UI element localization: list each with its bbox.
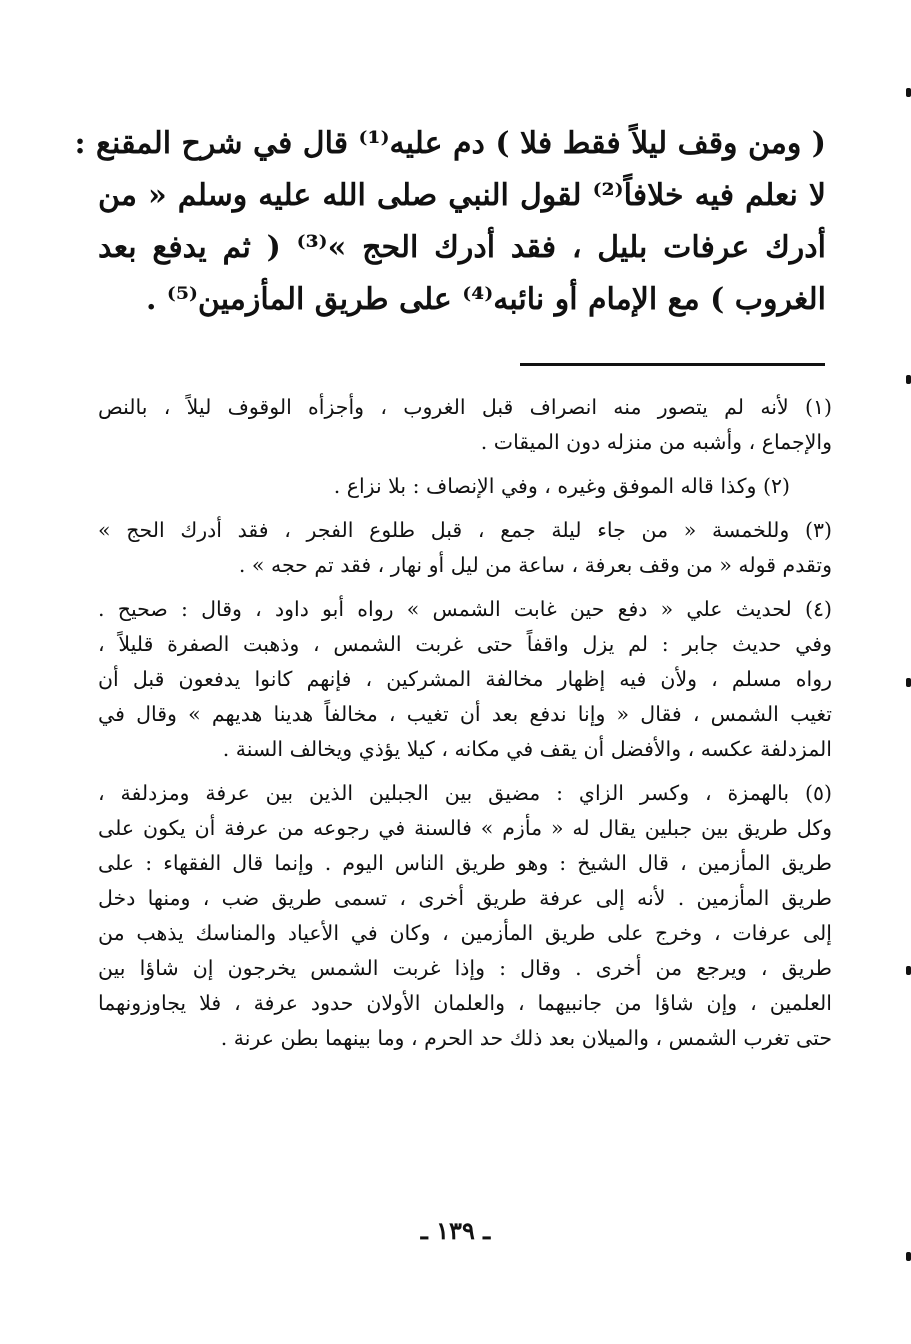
footnote-line: طريق المأزمين ، قال الشيخ : وهو طريق الناس اليوم . وإنما قال الفقهاء : على (98, 851, 832, 875)
edge-mark (906, 1252, 911, 1261)
footnote-line: والإجماع ، وأشبه من منزله دون الميقات . (480, 430, 832, 454)
footnote-line: طريق المأزمين . لأنه إلى عرفة طريق أخرى ، تسمى طريق ضب ، ومنها دخل (98, 886, 832, 910)
footnote-line: وفي حديث جابر : لم يزل واقفاً حتى غربت الشمس ، وذهبت الصفرة قليلاً ، (98, 632, 832, 656)
footnote-line: رواه مسلم ، ولأن فيه إظهار مخالفة المشركين ، فإنهم كانوا يدفعون قبل أن (98, 667, 832, 691)
footnote-line: تغيب الشمس ، فقال « وإنا ندفع بعد أن تغيب ، مخالفاً هدينا هديهم » وقال في (98, 702, 832, 726)
footnote-line: وكل طريق بين جبلين يقال له « مأزم » فالسنة في رجوعه من عرفة أن يكون على (98, 816, 832, 840)
main-text-block (74, 118, 826, 326)
edge-mark (906, 88, 911, 97)
footnote-line: حتى تغرب الشمس ، والميلان بعد ذلك حد الحرم ، وما بينهما بطن عرنة . (220, 1026, 832, 1050)
page-number: ـ ١٣٩ ـ (420, 1216, 491, 1245)
footnote-line: (٢) وكذا قاله الموفق وغيره ، وفي الإنصاف : بلا نزاع . (333, 474, 790, 498)
edge-mark (906, 375, 911, 384)
footnote-line: وتقدم قوله « من وقف بعرفة ، ساعة من ليل أو نهار ، فقد تم حجه » . (238, 553, 832, 577)
footnote-line: العلمين ، وإن شاؤا من جانبيهما ، والعلمان الأولان حدود عرفة ، فلا يجاوزونهما (98, 991, 832, 1015)
main-text-line: ( ومن وقف ليلاً فقط فلا ) دم عليه⁽¹⁾ قال في شرح المقنع : (74, 126, 826, 161)
footnote-line: (٤) لحديث علي « دفع حين غابت الشمس » رواه أبو داود ، وقال : صحيح . (98, 597, 832, 621)
footnote-5 (98, 776, 832, 1056)
edge-mark (906, 966, 911, 975)
footnote-line: (٣) وللخمسة « من جاء ليلة جمع ، قبل طلوع الفجر ، فقد أدرك الحج » (98, 518, 832, 542)
footnote-line: (٥) بالهمزة ، وكسر الزاي : مضيق بين الجبلين الذين بين عرفة ومزدلفة ، (98, 781, 832, 805)
main-text-line: أدرك عرفات بليل ، فقد أدرك الحج »⁽³⁾ ( ثم يدفع بعد (98, 230, 826, 265)
footnote-4 (98, 592, 832, 767)
footnote-3 (98, 513, 832, 583)
footnote-line: إلى عرفات ، وخرج على طريق المأزمين ، وكان في الأعياد والمناسك يذهب من (98, 921, 832, 945)
footnote-line: طريق ، ويرجع من أخرى . وقال : وإذا غربت الشمس يخرجون إن شاؤا بين (98, 956, 832, 980)
edge-mark (906, 678, 911, 687)
footnote-line: (١) لأنه لم يتصور منه انصراف قبل الغروب ، وأجزأه الوقوف ليلاً ، بالنص (98, 395, 832, 419)
main-text-line: الغروب ) مع الإمام أو نائبه⁽⁴⁾ على طريق المأزمين⁽⁵⁾ . (145, 282, 826, 317)
footnote-divider (520, 363, 825, 366)
main-text-line: لا نعلم فيه خلافاً⁽²⁾ لقول النبي صلى الله عليه وسلم « من (98, 178, 826, 213)
footnote-line: المزدلفة عكسه ، والأفضل أن يقف في مكانه ، كيلا يؤذي ويخالف السنة . (222, 737, 832, 761)
footnotes-section (98, 390, 832, 1065)
footnote-1 (98, 390, 832, 460)
footnote-2 (98, 469, 832, 504)
